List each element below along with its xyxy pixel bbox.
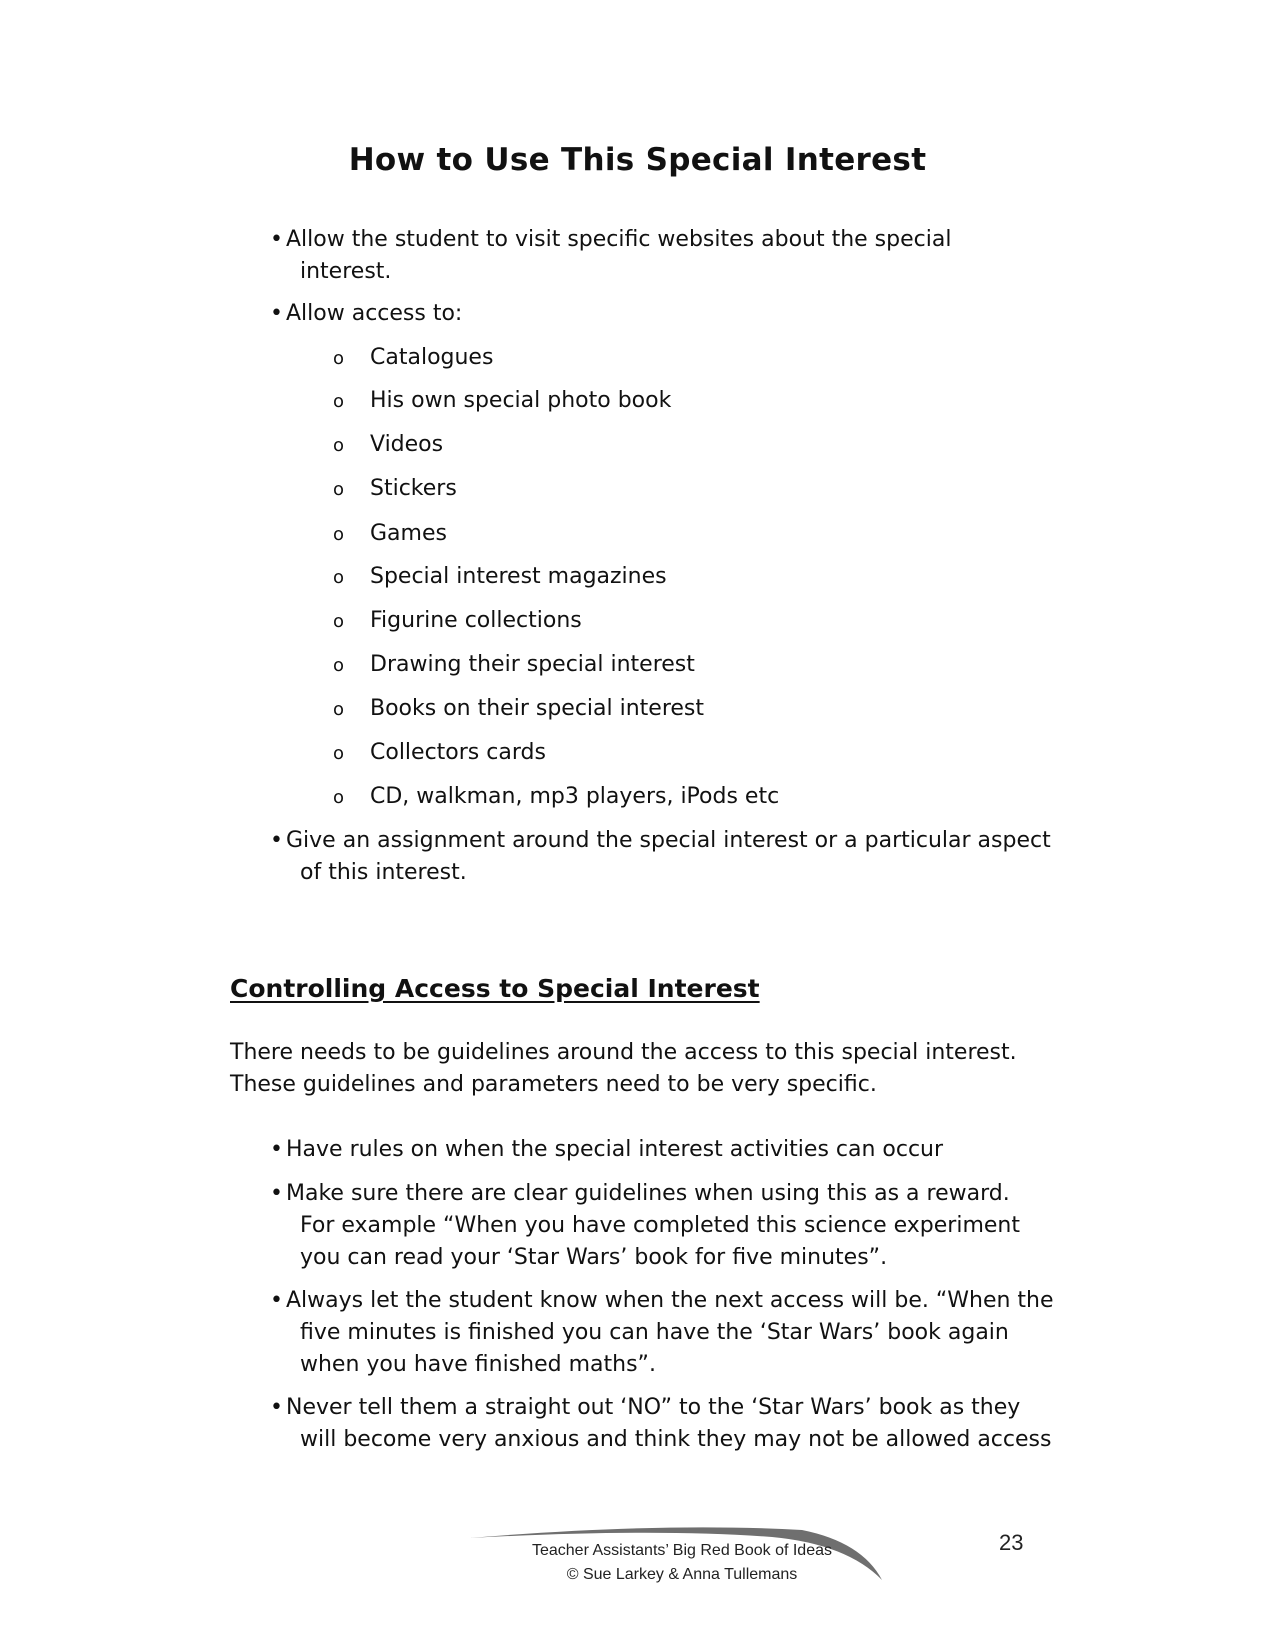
access-list-item bbox=[333, 518, 447, 551]
access-list-item bbox=[333, 473, 457, 506]
bullet-line: Make sure there are clear guidelines when using this as a reward. bbox=[286, 1181, 1010, 1206]
bullet-visit-websites bbox=[270, 224, 1076, 288]
access-item-label: Videos bbox=[370, 432, 444, 457]
paragraph-line: These guidelines and parameters need to be very specific. bbox=[230, 1072, 877, 1097]
access-list-item bbox=[333, 342, 493, 375]
bullet-line-continued: interest. bbox=[300, 259, 392, 284]
sub-bullet-marker: o bbox=[333, 787, 345, 808]
sub-bullet-marker: o bbox=[333, 524, 345, 545]
access-list-item bbox=[333, 385, 671, 418]
bullet-clear-guidelines bbox=[270, 1178, 1076, 1274]
page-footer bbox=[462, 1518, 902, 1598]
sub-bullet-marker: o bbox=[333, 348, 345, 369]
footer-book-title: Teacher Assistants’ Big Red Book of Ideas bbox=[531, 1542, 832, 1559]
access-item-label: His own special photo book bbox=[370, 388, 672, 413]
bullet-line: Have rules on when the special interest activities can occur bbox=[286, 1137, 944, 1162]
access-list-item bbox=[333, 429, 443, 462]
intro-paragraph bbox=[230, 1037, 1050, 1101]
sub-bullet-marker: o bbox=[333, 391, 345, 412]
bullet-have-rules bbox=[270, 1134, 1076, 1166]
access-list-item bbox=[333, 605, 582, 638]
sub-bullet-marker: o bbox=[333, 567, 345, 588]
access-item-label: CD, walkman, mp3 players, iPods etc bbox=[370, 784, 780, 809]
sub-bullet-marker: o bbox=[333, 743, 345, 764]
access-item-label: Catalogues bbox=[370, 345, 494, 370]
access-list-item bbox=[333, 781, 779, 814]
access-item-label: Games bbox=[370, 521, 447, 546]
bullet-line-continued: of this interest. bbox=[300, 860, 467, 885]
bullet-line: Never tell them a straight out ‘NO” to the ‘Star Wars’ book as they bbox=[286, 1395, 1021, 1420]
access-list-item bbox=[333, 693, 704, 726]
section-heading: Controlling Access to Special Interest bbox=[230, 974, 760, 1003]
access-item-label: Books on their special interest bbox=[370, 696, 705, 721]
bullet-line: Always let the student know when the next access will be. “When the bbox=[286, 1288, 1054, 1313]
bullet-allow-access bbox=[270, 298, 1076, 330]
page-title: How to Use This Special Interest bbox=[348, 142, 927, 178]
bullet-line: Allow access to: bbox=[286, 301, 463, 326]
access-item-label: Stickers bbox=[370, 476, 457, 501]
access-item-label: Drawing their special interest bbox=[370, 652, 695, 677]
bullet-line-continued: when you have finished maths”. bbox=[300, 1352, 656, 1377]
access-list-item bbox=[333, 737, 546, 770]
sub-bullet-marker: o bbox=[333, 655, 345, 676]
bullet-next-access bbox=[270, 1285, 1076, 1381]
sub-bullet-marker: o bbox=[333, 699, 345, 720]
footer-copyright: © Sue Larkey & Anna Tullemans bbox=[566, 1566, 798, 1583]
access-item-label: Collectors cards bbox=[370, 740, 546, 765]
bullet-give-assignment bbox=[270, 825, 1076, 889]
bullet-line-continued: For example “When you have completed this science experiment bbox=[300, 1213, 1020, 1238]
access-item-label: Figurine collections bbox=[370, 608, 582, 633]
bullet-line-continued: you can read your ‘Star Wars’ book for five minutes”. bbox=[300, 1245, 888, 1270]
access-list-item bbox=[333, 649, 695, 682]
paragraph-line: There needs to be guidelines around the access to this special interest. bbox=[230, 1040, 1017, 1065]
bullet-line: Allow the student to visit specific websites about the special bbox=[286, 227, 952, 252]
bullet-line: Give an assignment around the special interest or a particular aspect bbox=[286, 828, 1051, 853]
access-list-item bbox=[333, 561, 667, 594]
bullet-line-continued: will become very anxious and think they may not be allowed access bbox=[300, 1427, 1052, 1452]
sub-bullet-marker: o bbox=[333, 435, 345, 456]
sub-bullet-marker: o bbox=[333, 611, 345, 632]
page-number: 23 bbox=[999, 1530, 1024, 1555]
sub-bullet-marker: o bbox=[333, 479, 345, 500]
bullet-line-continued: five minutes is finished you can have the ‘Star Wars’ book again bbox=[300, 1320, 1009, 1345]
access-item-label: Special interest magazines bbox=[370, 564, 667, 589]
bullet-never-say-no bbox=[270, 1392, 1076, 1456]
